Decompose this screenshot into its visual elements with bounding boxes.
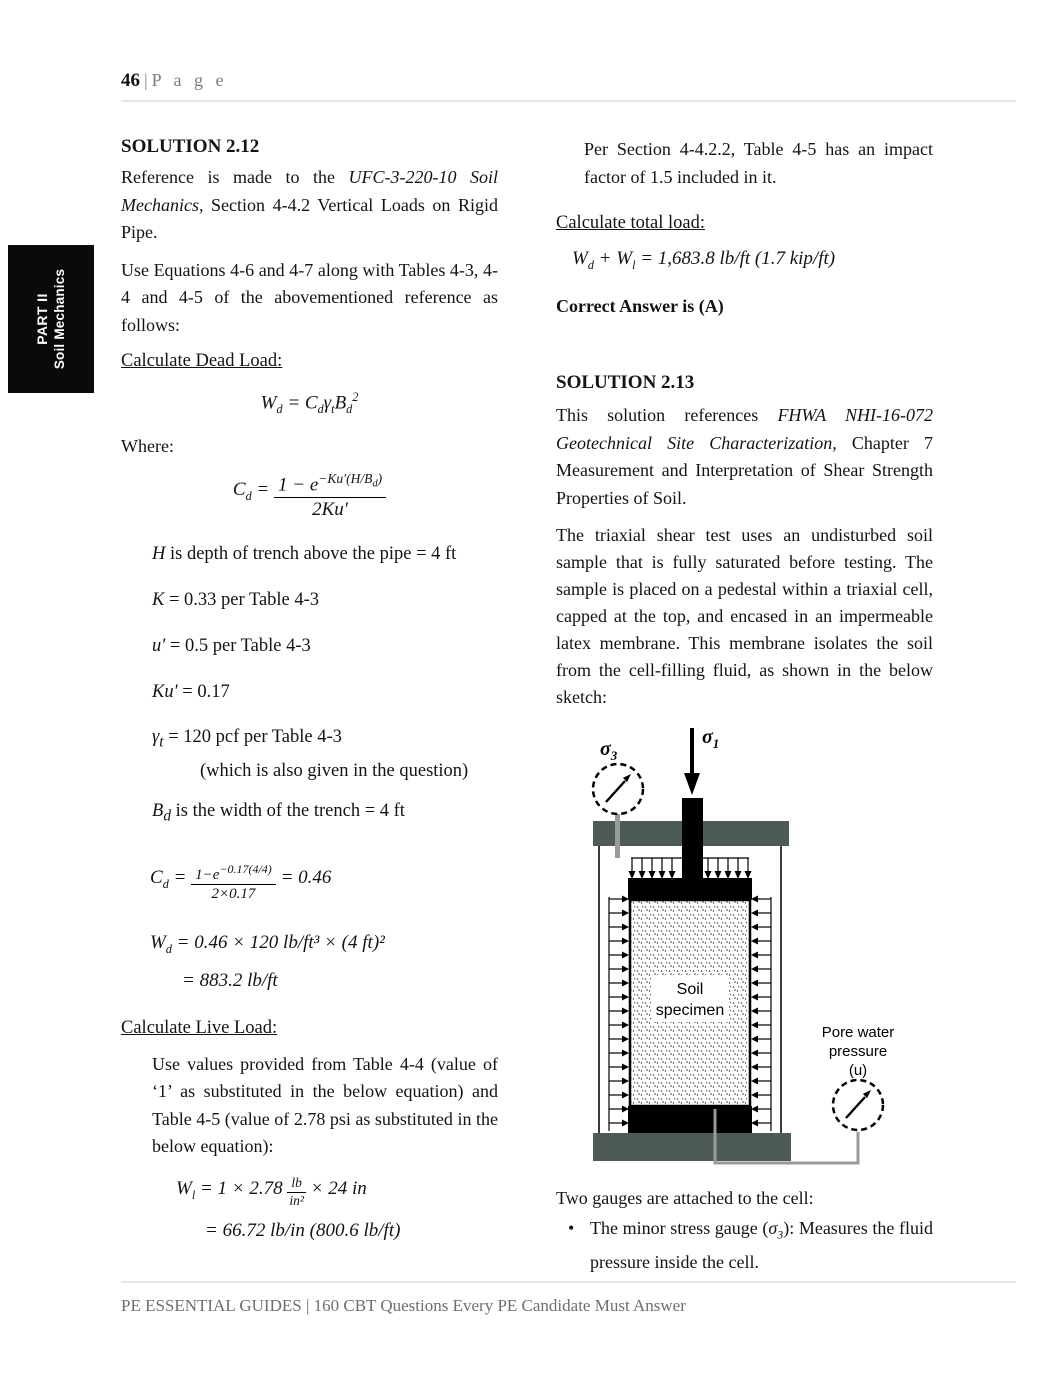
equation-wd-result: = 883.2 lb/ft [182,969,278,991]
page-word: P a g e [151,70,228,90]
bottom-cap [628,1106,752,1133]
var-gamma-note: (which is also given in the question) [200,760,469,781]
solution-212-para2: Use Equations 4-6 and 4-7 along with Tables 4-3, 4-4 and 4-5 of the abovementioned reference as follows: [121,259,498,335]
para1-ref-italic: UFC-3-220-10 Soil Mechanics, [121,167,498,215]
var-H: H is depth of trench above the pipe = 4 ft [152,544,457,565]
para1-c: Section 4-4.2 Vertical Loads on Rigid Pipe. [121,194,498,242]
para-ref-italic: FHWA NHI-16-072 Geotechnical Site Characterization, [556,405,933,453]
subject-label: Soil Mechanics [52,268,67,370]
var-u: u′ = 0.5 per Table 4-3 [152,635,311,656]
solution-213-title: SOLUTION 2.13 [556,372,695,394]
live-load-para: Use values provided from Table 4-4 (value of ‘1’ as substituted in the below equation) and Table 4-5 (value of 2.78 psi as substituted in the below equation): [152,1053,498,1157]
total-load-heading: Calculate total load: [556,213,705,233]
equation-cd-value: $C_d$ = $\frac{1-e^{-0.17(4/4)}}{2\times 0.17}$ = 0.46 [150,861,332,903]
impact-factor-para: Per Section 4-4.2.2, Table 4-5 has an impact factor of 1.5 included in it. [584,139,933,187]
part-tab [8,245,94,393]
loading-piston [682,798,703,880]
solution-213-para2: The triaxial shear test uses an undisturbed soil sample that is fully saturated before testing. The sample is placed on a pedestal within a triaxial cell, capped at the top, and encased in an impermeable latex membrane. This membrane isolates the soil from the cell-filling fluid, as shown in the below sketch: [556,525,933,708]
eq-wd-W: W [260,392,277,414]
sigma3-gauge-stem [615,814,620,858]
triaxial-cell-diagram [556,713,930,1175]
variable-list [121,541,498,829]
page-header [121,70,1016,102]
part-tab-text [34,269,68,369]
part-label: PART II [34,293,50,345]
soil-label-line2: specimen [655,1002,725,1020]
page-footer: PE ESSENTIAL GUIDES | 160 CBT Questions Every PE Candidate Must Answer [121,1281,1016,1316]
left-column [121,130,498,1242]
right-column [556,130,933,1276]
sigma1-arrow [684,728,700,795]
var-Bd: $B_d$ is the width of the trench = 4 ft [152,800,405,825]
base-pedestal [593,1133,791,1161]
var-gamma: $\gamma_t = 120$ pcf per Table 4-3 [152,727,342,751]
confining-arrows-left [609,896,629,1132]
sigma3-gauge [593,764,643,814]
equation-wd: $W_d = C_d\gamma_tB_d^2$ [260,390,359,417]
pore-pressure-gauge [833,1080,883,1130]
top-cap [628,878,752,900]
correct-answer: Correct Answer is (A) [556,295,724,316]
pore-label-line2: pressure [828,1043,888,1061]
equation-wl-result: = 66.72 lb/in (800.6 lb/ft) [205,1219,401,1241]
where-label: Where: [121,436,174,457]
page-number: 46 [121,70,140,91]
sigma3-inline: $\sigma_3$ [768,1217,784,1242]
header-separator: | [144,70,148,90]
equation-wd-value: $W_d = 0.46 \times 120$ lb/ft³ × (4 ft)² [150,932,385,956]
sigma3-label: $\sigma_3$ [600,738,618,764]
pore-label-line1: Pore water [821,1024,895,1042]
solution-212-para1 [121,164,498,247]
sigma1-label: $\sigma_1$ [702,726,720,752]
equation-wl: $W_l = 1 \times 2.78$ $\frac{lb}{\text{in²}}$ × 24 in [176,1174,367,1208]
equation-total: $W_d + W_l = 1,683.8$ lb/ft (1.7 kip/ft) [572,248,836,272]
pore-label-line3: (u) [848,1062,868,1080]
live-load-heading: Calculate Live Load: [121,1017,278,1038]
two-gauges-para: Two gauges are attached to the cell: [556,1188,814,1209]
equation-cd-definition: $C_d$ = $\frac{1 - e^{-Ku'(H/B_d)}}{2Ku'}$ [121,471,498,522]
minor-stress-bullet: • The minor stress gauge $(\sigma_3)$: Measures the fluid pressure inside the cell. [556,1215,933,1277]
soil-label-line1: Soil [676,981,704,999]
confining-arrows-right [751,896,771,1132]
dead-load-heading: Calculate Dead Load: [121,351,283,371]
para1-a: Reference is made to the [121,167,349,187]
solution-213-para1: This solution references FHWA NHI-16-072 Geotechnical Site Characterization, Chapter 7 Measurement and Interpretation of Shear Strength Properties of Soil. [556,405,933,508]
var-Ku: Ku′ = 0.17 [152,681,230,702]
var-K: K = 0.33 per Table 4-3 [152,590,320,611]
solution-212-title: SOLUTION 2.12 [121,136,260,157]
